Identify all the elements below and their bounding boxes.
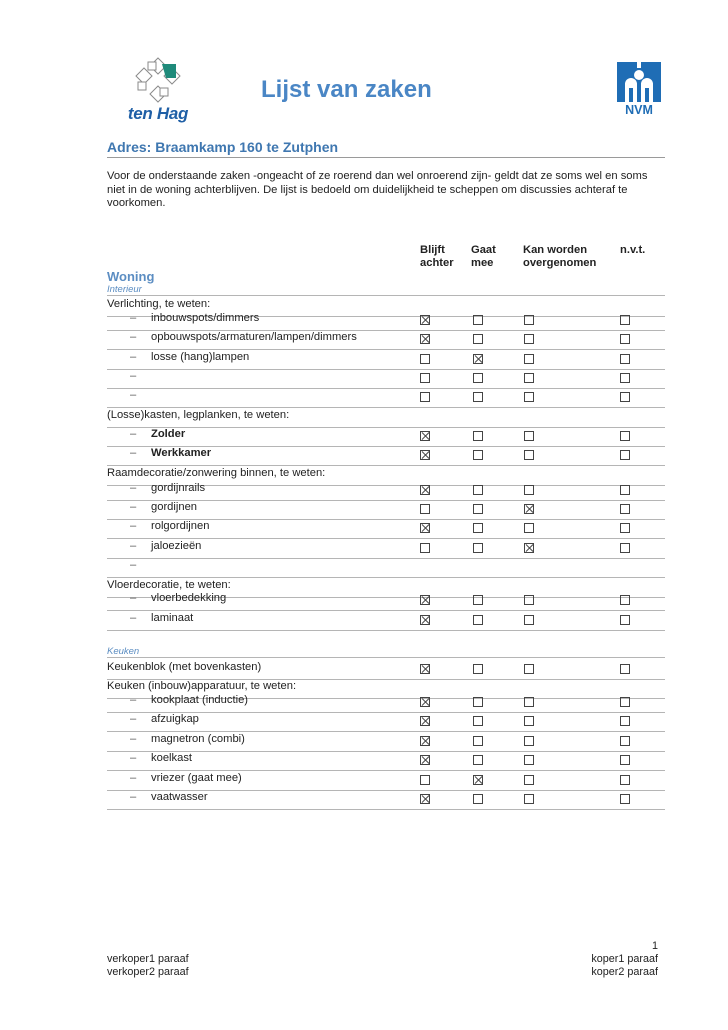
checkbox-nvt[interactable] xyxy=(620,664,630,674)
group-label: (Losse)kasten, legplanken, te weten: xyxy=(107,409,290,421)
bullet-dash: – xyxy=(130,612,137,624)
checkbox-blijft-achter[interactable] xyxy=(420,595,430,605)
checkbox-gaat-mee[interactable] xyxy=(473,373,483,383)
subsection-keuken: Keuken xyxy=(107,646,665,658)
checkbox-gaat-mee[interactable] xyxy=(473,334,483,344)
nvm-wordmark: NVM xyxy=(625,103,653,117)
group-label: Verlichting, te weten: xyxy=(107,298,211,310)
page-title: Lijst van zaken xyxy=(261,76,432,103)
page-number: 1 xyxy=(651,940,658,952)
checkbox-gaat-mee[interactable] xyxy=(473,697,483,707)
checkbox-nvt[interactable] xyxy=(620,354,630,364)
checkbox-gaat-mee[interactable] xyxy=(473,755,483,765)
checkbox-blijft-achter[interactable] xyxy=(420,615,430,625)
table-row xyxy=(107,350,665,370)
bullet-dash: – xyxy=(130,520,137,532)
table-row xyxy=(107,330,665,350)
column-header-gaat-mee: Gaat mee xyxy=(471,244,496,269)
table-row xyxy=(107,369,665,389)
item-label: vloerbedekking xyxy=(151,592,227,604)
checkbox-kan-worden-overgenomen[interactable] xyxy=(524,664,534,674)
checkbox-nvt[interactable] xyxy=(620,485,630,495)
checkbox-blijft-achter[interactable] xyxy=(420,450,430,460)
bullet-dash: – xyxy=(130,428,137,440)
checkbox-blijft-achter[interactable] xyxy=(420,373,430,383)
table-row xyxy=(107,519,665,539)
group-row xyxy=(107,408,665,428)
checkbox-blijft-achter[interactable] xyxy=(420,392,430,402)
item-label: inbouwspots/dimmers xyxy=(151,312,260,324)
checkbox-nvt[interactable] xyxy=(620,450,630,460)
bullet-dash: – xyxy=(130,447,137,459)
checkbox-gaat-mee[interactable] xyxy=(473,431,483,441)
table-row xyxy=(107,790,665,810)
table-row xyxy=(107,311,665,331)
seller-initials xyxy=(107,953,189,978)
group-row xyxy=(107,660,665,680)
column-header-blijft-achter: Blijft achter xyxy=(420,244,454,269)
bullet-dash: – xyxy=(130,351,137,363)
checkbox-gaat-mee[interactable] xyxy=(473,450,483,460)
item-label: vriezer (gaat mee) xyxy=(151,772,242,784)
checkbox-blijft-achter[interactable] xyxy=(420,664,430,674)
bullet-dash: – xyxy=(130,713,137,725)
bullet-dash: – xyxy=(130,772,137,784)
bullet-dash: – xyxy=(130,752,137,764)
bullet-dash: – xyxy=(130,370,137,382)
section-title-woning: Woning xyxy=(107,269,155,284)
item-label: jaloezieën xyxy=(151,540,202,552)
checkbox-gaat-mee[interactable] xyxy=(473,595,483,605)
item-label: koelkast xyxy=(151,752,193,764)
checkbox-nvt[interactable] xyxy=(620,504,630,514)
checkbox-nvt[interactable] xyxy=(620,431,630,441)
checkbox-kan-worden-overgenomen[interactable] xyxy=(524,736,534,746)
item-label: gordijnen xyxy=(151,501,198,513)
bullet-dash: – xyxy=(130,559,137,571)
item-label: kookplaat (inductie) xyxy=(151,694,249,706)
checkbox-kan-worden-overgenomen[interactable] xyxy=(524,775,534,785)
group-label: Keukenblok (met bovenkasten) xyxy=(107,661,262,673)
checkbox-kan-worden-overgenomen[interactable] xyxy=(524,615,534,625)
group-label: Raamdecoratie/zonwering binnen, te weten: xyxy=(107,467,326,479)
checkbox-kan-worden-overgenomen[interactable] xyxy=(524,485,534,495)
checkbox-blijft-achter[interactable] xyxy=(420,775,430,785)
checkbox-gaat-mee[interactable] xyxy=(473,354,483,364)
item-label: rolgordijnen xyxy=(151,520,210,532)
buyer2-initial-label: koper2 paraaf xyxy=(591,965,658,978)
checkbox-kan-worden-overgenomen[interactable] xyxy=(524,716,534,726)
ten-hag-wordmark: ten Hag xyxy=(127,104,189,123)
checkbox-nvt[interactable] xyxy=(620,755,630,765)
table-row xyxy=(107,481,665,501)
checkbox-kan-worden-overgenomen[interactable] xyxy=(524,431,534,441)
item-label: afzuigkap xyxy=(151,713,199,725)
checkbox-blijft-achter[interactable] xyxy=(420,315,430,325)
checkbox-gaat-mee[interactable] xyxy=(473,543,483,553)
checkbox-kan-worden-overgenomen[interactable] xyxy=(524,543,534,553)
checkbox-blijft-achter[interactable] xyxy=(420,523,430,533)
group-label: Keuken (inbouw)apparatuur, te weten: xyxy=(107,680,297,692)
checkbox-gaat-mee[interactable] xyxy=(473,485,483,495)
checkbox-gaat-mee[interactable] xyxy=(473,775,483,785)
address-heading: Adres: Braamkamp 160 te Zutphen xyxy=(107,139,339,155)
bullet-dash: – xyxy=(130,540,137,552)
table-row xyxy=(107,591,665,611)
bullet-dash: – xyxy=(130,482,137,494)
checkbox-kan-worden-overgenomen[interactable] xyxy=(524,392,534,402)
checkbox-kan-worden-overgenomen[interactable] xyxy=(524,523,534,533)
seller2-initial-label: verkoper2 paraaf xyxy=(107,965,189,978)
table-row xyxy=(107,611,665,631)
checkbox-kan-worden-overgenomen[interactable] xyxy=(524,373,534,383)
checkbox-blijft-achter[interactable] xyxy=(420,543,430,553)
nvm-emblem-icon xyxy=(617,62,661,102)
table-row xyxy=(107,539,665,559)
checkbox-nvt[interactable] xyxy=(620,697,630,707)
item-label: laminaat xyxy=(151,612,194,624)
bullet-dash: – xyxy=(130,312,137,324)
table-row xyxy=(107,500,665,520)
checkbox-nvt[interactable] xyxy=(620,736,630,746)
checkbox-blijft-achter[interactable] xyxy=(420,716,430,726)
checkbox-blijft-achter[interactable] xyxy=(420,697,430,707)
table-row xyxy=(107,558,665,578)
checkbox-gaat-mee[interactable] xyxy=(473,664,483,674)
item-label: gordijnrails xyxy=(151,482,206,494)
checkbox-blijft-achter[interactable] xyxy=(420,354,430,364)
subsection-interieur: Interieur xyxy=(107,284,665,296)
checkbox-nvt[interactable] xyxy=(620,523,630,533)
bullet-dash: – xyxy=(130,592,137,604)
checkbox-gaat-mee[interactable] xyxy=(473,504,483,514)
bullet-dash: – xyxy=(130,331,137,343)
checkbox-gaat-mee[interactable] xyxy=(473,716,483,726)
checkbox-gaat-mee[interactable] xyxy=(473,523,483,533)
bullet-dash: – xyxy=(130,733,137,745)
divider xyxy=(107,157,665,158)
checkbox-kan-worden-overgenomen[interactable] xyxy=(524,315,534,325)
checkbox-kan-worden-overgenomen[interactable] xyxy=(524,595,534,605)
group-label: Vloerdecoratie, te weten: xyxy=(107,579,231,591)
table-row xyxy=(107,388,665,408)
checkbox-nvt[interactable] xyxy=(620,716,630,726)
item-label: losse (hang)lampen xyxy=(151,351,250,363)
checkbox-kan-worden-overgenomen[interactable] xyxy=(524,334,534,344)
checkbox-nvt[interactable] xyxy=(620,543,630,553)
bullet-dash: – xyxy=(130,694,137,706)
buyer1-initial-label: koper1 paraaf xyxy=(591,953,658,965)
checkbox-nvt[interactable] xyxy=(620,334,630,344)
intro-paragraph: Voor de onderstaande zaken -ongeacht of ze roerend dan wel onroerend zijn- geldt dat ze soms wel en soms niet in de woning achterblijven. De lijst is bedoeld om duidelijkheid te scheppen om discussies achteraf te voorkomen. xyxy=(107,170,648,210)
item-label: opbouwspots/armaturen/lampen/dimmers xyxy=(151,331,357,343)
pinwheel-logo-icon xyxy=(128,56,188,104)
checkbox-nvt[interactable] xyxy=(620,615,630,625)
item-label: Zolder xyxy=(151,428,186,440)
buyer-initials xyxy=(591,953,658,978)
table-row xyxy=(107,446,665,466)
checkbox-gaat-mee[interactable] xyxy=(473,794,483,804)
checkbox-nvt[interactable] xyxy=(620,595,630,605)
checkbox-kan-worden-overgenomen[interactable] xyxy=(524,354,534,364)
table-row xyxy=(107,732,665,752)
checkbox-kan-worden-overgenomen[interactable] xyxy=(524,755,534,765)
checkbox-blijft-achter[interactable] xyxy=(420,794,430,804)
checkbox-gaat-mee[interactable] xyxy=(473,392,483,402)
checkbox-blijft-achter[interactable] xyxy=(420,485,430,495)
checkbox-nvt[interactable] xyxy=(620,373,630,383)
column-header-kan-worden-overgenomen: Kan worden overgenomen xyxy=(523,244,597,269)
checkbox-kan-worden-overgenomen[interactable] xyxy=(524,504,534,514)
checkbox-gaat-mee[interactable] xyxy=(473,736,483,746)
checkbox-nvt[interactable] xyxy=(620,794,630,804)
checkbox-nvt[interactable] xyxy=(620,392,630,402)
checkbox-kan-worden-overgenomen[interactable] xyxy=(524,697,534,707)
checkbox-blijft-achter[interactable] xyxy=(420,334,430,344)
checkbox-gaat-mee[interactable] xyxy=(473,615,483,625)
item-label: magnetron (combi) xyxy=(151,733,245,745)
table-row xyxy=(107,427,665,447)
table-row xyxy=(107,751,665,771)
checkbox-kan-worden-overgenomen[interactable] xyxy=(524,794,534,804)
table-row xyxy=(107,712,665,732)
ten-hag-logo xyxy=(118,56,198,128)
table-row xyxy=(107,771,665,791)
checkbox-blijft-achter[interactable] xyxy=(420,736,430,746)
bullet-dash: – xyxy=(130,389,137,401)
bullet-dash: – xyxy=(130,501,137,513)
checkbox-blijft-achter[interactable] xyxy=(420,504,430,514)
nvm-logo xyxy=(617,62,661,120)
table-row xyxy=(107,693,665,713)
bullet-dash: – xyxy=(130,791,137,803)
item-label: Werkkamer xyxy=(151,447,212,459)
checkbox-kan-worden-overgenomen[interactable] xyxy=(524,450,534,460)
checkbox-blijft-achter[interactable] xyxy=(420,431,430,441)
checkbox-nvt[interactable] xyxy=(620,775,630,785)
column-header-nvt: n.v.t. xyxy=(620,244,646,256)
seller1-initial-label: verkoper1 paraaf xyxy=(107,953,189,965)
checkbox-blijft-achter[interactable] xyxy=(420,755,430,765)
checkbox-nvt[interactable] xyxy=(620,315,630,325)
checkbox-gaat-mee[interactable] xyxy=(473,315,483,325)
item-label: vaatwasser xyxy=(151,791,208,803)
